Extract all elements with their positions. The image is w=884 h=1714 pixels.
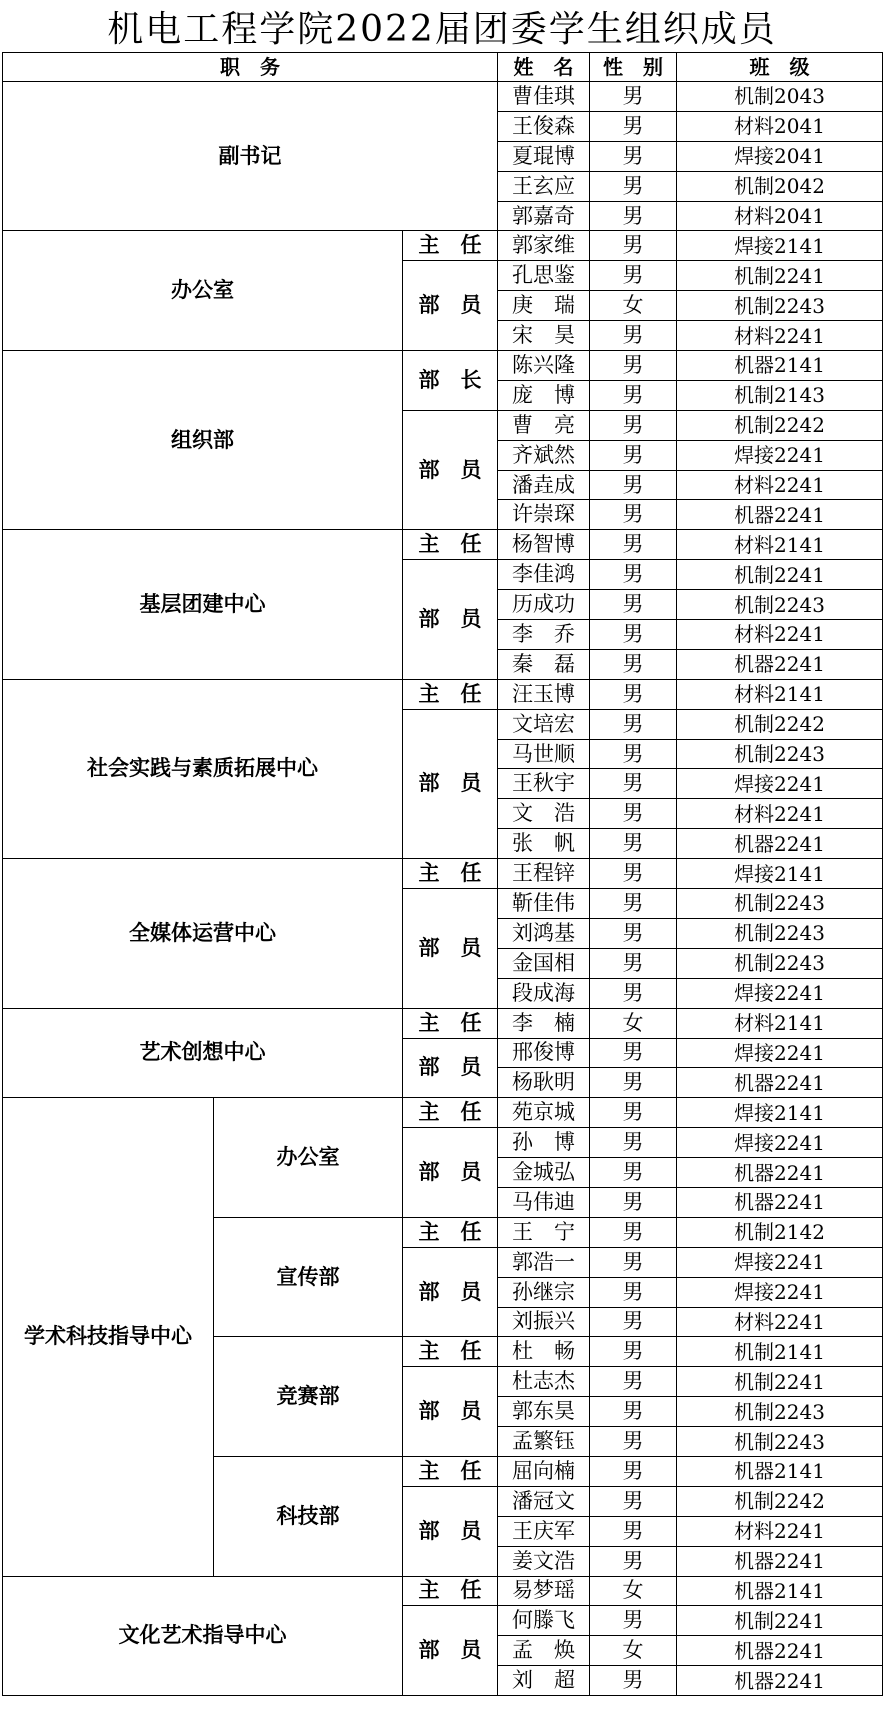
- member-gender: 男: [590, 679, 677, 709]
- member-gender: 男: [590, 1427, 677, 1457]
- member-gender: 男: [590, 410, 677, 440]
- member-gender: 男: [590, 1038, 677, 1068]
- member-gender: 男: [590, 590, 677, 620]
- member-name: 夏琨博: [498, 141, 590, 171]
- member-class: 机制2142: [677, 1217, 883, 1247]
- member-name: 潘冠文: [498, 1486, 590, 1516]
- role-label: 主 任: [403, 1337, 498, 1367]
- member-gender: 男: [590, 1397, 677, 1427]
- table-row: [3, 679, 883, 709]
- member-name: 郭东昊: [498, 1397, 590, 1427]
- member-gender: 男: [590, 440, 677, 470]
- member-gender: 男: [590, 500, 677, 530]
- member-name: 金城弘: [498, 1158, 590, 1188]
- member-gender: 男: [590, 111, 677, 141]
- member-gender: 男: [590, 1486, 677, 1516]
- role-label: 主 任: [403, 1456, 498, 1486]
- member-name: 孙继宗: [498, 1277, 590, 1307]
- member-gender: 男: [590, 1456, 677, 1486]
- member-name: 郭家维: [498, 231, 590, 261]
- role-label: 部 员: [403, 410, 498, 530]
- member-gender: 男: [590, 1217, 677, 1247]
- member-gender: 男: [590, 859, 677, 889]
- member-class: 材料2041: [677, 111, 883, 141]
- member-gender: 女: [590, 1008, 677, 1038]
- member-class: 机器2241: [677, 649, 883, 679]
- member-name: 杜志杰: [498, 1367, 590, 1397]
- member-class: 焊接2141: [677, 859, 883, 889]
- subdepartment-name: 办公室: [214, 1098, 403, 1218]
- member-name: 汪玉博: [498, 679, 590, 709]
- role-label: 主 任: [403, 231, 498, 261]
- member-name: 许崇琛: [498, 500, 590, 530]
- department-name: 基层团建中心: [3, 530, 403, 679]
- member-name: 孟 焕: [498, 1636, 590, 1666]
- subdepartment-name: 科技部: [214, 1456, 403, 1576]
- member-name: 孟繁钰: [498, 1427, 590, 1457]
- member-class: 机器2241: [677, 1546, 883, 1576]
- role-label: 部 员: [403, 1128, 498, 1218]
- member-name: 杨耿明: [498, 1068, 590, 1098]
- member-gender: 男: [590, 1068, 677, 1098]
- member-gender: 男: [590, 380, 677, 410]
- member-gender: 女: [590, 291, 677, 321]
- member-class: 材料2241: [677, 1307, 883, 1337]
- member-gender: 男: [590, 261, 677, 291]
- member-class: 焊接2241: [677, 1247, 883, 1277]
- member-class: 机制2143: [677, 380, 883, 410]
- table-row: [3, 351, 883, 381]
- member-class: 机制2243: [677, 739, 883, 769]
- member-gender: 女: [590, 1636, 677, 1666]
- member-class: 机制2243: [677, 291, 883, 321]
- role-label: 主 任: [403, 1008, 498, 1038]
- member-name: 李 楠: [498, 1008, 590, 1038]
- member-gender: 男: [590, 948, 677, 978]
- member-class: 机制2243: [677, 1397, 883, 1427]
- role-label: 主 任: [403, 679, 498, 709]
- roster-table: [2, 52, 883, 1696]
- department-name: 组织部: [3, 351, 403, 530]
- member-gender: 男: [590, 1666, 677, 1696]
- member-name: 何滕飞: [498, 1606, 590, 1636]
- member-name: 李 乔: [498, 620, 590, 650]
- member-gender: 男: [590, 231, 677, 261]
- member-name: 郭嘉奇: [498, 201, 590, 231]
- department-name: 文化艺术指导中心: [3, 1576, 403, 1696]
- member-class: 焊接2141: [677, 231, 883, 261]
- member-class: 机制2043: [677, 82, 883, 112]
- member-class: 机制2243: [677, 948, 883, 978]
- member-name: 文 浩: [498, 799, 590, 829]
- member-gender: 男: [590, 1098, 677, 1128]
- member-class: 机器2241: [677, 1666, 883, 1696]
- role-label: 主 任: [403, 1576, 498, 1606]
- member-class: 机器2141: [677, 351, 883, 381]
- member-name: 庞 博: [498, 380, 590, 410]
- member-name: 曹佳琪: [498, 82, 590, 112]
- member-class: 机器2241: [677, 1158, 883, 1188]
- role-label: 部 员: [403, 1486, 498, 1576]
- member-gender: 男: [590, 649, 677, 679]
- role-label: 部 员: [403, 560, 498, 680]
- role-label: 部 员: [403, 1367, 498, 1457]
- member-gender: 男: [590, 1337, 677, 1367]
- member-class: 机制2242: [677, 410, 883, 440]
- member-class: 机制2241: [677, 261, 883, 291]
- member-name: 刘鸿基: [498, 918, 590, 948]
- department-name: 副书记: [3, 82, 498, 231]
- member-gender: 男: [590, 1367, 677, 1397]
- table-row: [3, 530, 883, 560]
- member-gender: 男: [590, 918, 677, 948]
- member-class: 机器2241: [677, 1187, 883, 1217]
- member-name: 王庆军: [498, 1516, 590, 1546]
- member-gender: 男: [590, 709, 677, 739]
- member-class: 焊接2241: [677, 978, 883, 1008]
- member-name: 庚 瑞: [498, 291, 590, 321]
- member-name: 马伟迪: [498, 1187, 590, 1217]
- table-row: [3, 1576, 883, 1606]
- member-gender: 男: [590, 1606, 677, 1636]
- member-gender: 女: [590, 1576, 677, 1606]
- member-name: 潘垚成: [498, 470, 590, 500]
- member-gender: 男: [590, 1187, 677, 1217]
- header-position: 职 务: [3, 53, 498, 82]
- member-name: 苑京城: [498, 1098, 590, 1128]
- role-label: 部 长: [403, 351, 498, 411]
- department-name: 学术科技指导中心: [3, 1098, 214, 1576]
- member-class: 焊接2241: [677, 1128, 883, 1158]
- member-name: 孙 博: [498, 1128, 590, 1158]
- member-gender: 男: [590, 739, 677, 769]
- table-row: [3, 1008, 883, 1038]
- role-label: 部 员: [403, 889, 498, 1009]
- member-name: 张 帆: [498, 829, 590, 859]
- department-name: 全媒体运营中心: [3, 859, 403, 1008]
- member-class: 材料2141: [677, 530, 883, 560]
- member-gender: 男: [590, 351, 677, 381]
- member-class: 机器2241: [677, 1636, 883, 1666]
- page-title: 机电工程学院2022届团委学生组织成员: [107, 8, 777, 50]
- role-label: 部 员: [403, 1038, 498, 1098]
- table-row: [3, 82, 883, 112]
- member-name: 刘振兴: [498, 1307, 590, 1337]
- subdepartment-name: 竞赛部: [214, 1337, 403, 1457]
- member-class: 机制2242: [677, 709, 883, 739]
- member-name: 宋 昊: [498, 321, 590, 351]
- member-class: 机制2243: [677, 1427, 883, 1457]
- member-name: 曹 亮: [498, 410, 590, 440]
- member-name: 王玄应: [498, 171, 590, 201]
- header-gender: 性 别: [590, 53, 677, 82]
- role-label: 主 任: [403, 1217, 498, 1247]
- role-label: 主 任: [403, 530, 498, 560]
- member-class: 材料2241: [677, 1516, 883, 1546]
- table-row: [3, 231, 883, 261]
- member-name: 文培宏: [498, 709, 590, 739]
- member-name: 李佳鸿: [498, 560, 590, 590]
- member-class: 材料2141: [677, 1008, 883, 1038]
- member-class: 机制2241: [677, 560, 883, 590]
- member-class: 焊接2241: [677, 1038, 883, 1068]
- member-name: 王俊森: [498, 111, 590, 141]
- member-name: 姜文浩: [498, 1546, 590, 1576]
- member-gender: 男: [590, 201, 677, 231]
- member-gender: 男: [590, 560, 677, 590]
- role-label: 部 员: [403, 709, 498, 858]
- member-name: 陈兴隆: [498, 351, 590, 381]
- member-gender: 男: [590, 829, 677, 859]
- department-name: 艺术创想中心: [3, 1008, 403, 1098]
- member-name: 刘 超: [498, 1666, 590, 1696]
- member-class: 焊接2241: [677, 769, 883, 799]
- member-name: 杨智博: [498, 530, 590, 560]
- subdepartment-name: 宣传部: [214, 1217, 403, 1337]
- member-class: 机器2241: [677, 500, 883, 530]
- member-class: 焊接2041: [677, 141, 883, 171]
- member-class: 焊接2141: [677, 1098, 883, 1128]
- member-class: 材料2241: [677, 321, 883, 351]
- member-class: 材料2241: [677, 470, 883, 500]
- member-gender: 男: [590, 978, 677, 1008]
- member-gender: 男: [590, 470, 677, 500]
- member-class: 材料2241: [677, 799, 883, 829]
- header-name: 姓 名: [498, 53, 590, 82]
- table-row: [3, 859, 883, 889]
- member-class: 机制2241: [677, 1367, 883, 1397]
- member-class: 机制2243: [677, 889, 883, 919]
- member-gender: 男: [590, 889, 677, 919]
- department-name: 社会实践与素质拓展中心: [3, 679, 403, 858]
- member-gender: 男: [590, 171, 677, 201]
- member-class: 机器2241: [677, 829, 883, 859]
- member-name: 邢俊博: [498, 1038, 590, 1068]
- member-name: 王程锌: [498, 859, 590, 889]
- header-row: [3, 53, 883, 82]
- member-gender: 男: [590, 1158, 677, 1188]
- member-class: 机制2241: [677, 1606, 883, 1636]
- member-gender: 男: [590, 1546, 677, 1576]
- member-name: 郭浩一: [498, 1247, 590, 1277]
- header-class: 班 级: [677, 53, 883, 82]
- member-class: 焊接2241: [677, 1277, 883, 1307]
- member-gender: 男: [590, 799, 677, 829]
- member-gender: 男: [590, 769, 677, 799]
- member-name: 王 宁: [498, 1217, 590, 1247]
- member-gender: 男: [590, 321, 677, 351]
- department-name: 办公室: [3, 231, 403, 351]
- member-name: 孔思鉴: [498, 261, 590, 291]
- role-label: 主 任: [403, 859, 498, 889]
- member-name: 马世顺: [498, 739, 590, 769]
- member-class: 机制2243: [677, 918, 883, 948]
- role-label: 部 员: [403, 261, 498, 351]
- member-name: 杜 畅: [498, 1337, 590, 1367]
- role-label: 主 任: [403, 1098, 498, 1128]
- member-name: 金国相: [498, 948, 590, 978]
- member-class: 材料2041: [677, 201, 883, 231]
- member-class: 机制2141: [677, 1337, 883, 1367]
- member-name: 易梦瑶: [498, 1576, 590, 1606]
- member-name: 王秋宇: [498, 769, 590, 799]
- member-gender: 男: [590, 141, 677, 171]
- member-gender: 男: [590, 1307, 677, 1337]
- member-class: 机制2042: [677, 171, 883, 201]
- member-class: 机器2241: [677, 1068, 883, 1098]
- member-class: 材料2141: [677, 679, 883, 709]
- member-class: 机制2242: [677, 1486, 883, 1516]
- role-label: 部 员: [403, 1247, 498, 1337]
- member-class: 机器2141: [677, 1576, 883, 1606]
- member-class: 机制2243: [677, 590, 883, 620]
- member-class: 焊接2241: [677, 440, 883, 470]
- member-name: 历成功: [498, 590, 590, 620]
- member-gender: 男: [590, 620, 677, 650]
- member-name: 齐斌然: [498, 440, 590, 470]
- member-class: 机器2141: [677, 1456, 883, 1486]
- member-gender: 男: [590, 1516, 677, 1546]
- member-gender: 男: [590, 82, 677, 112]
- role-label: 部 员: [403, 1606, 498, 1696]
- member-gender: 男: [590, 530, 677, 560]
- table-row: [3, 1098, 883, 1128]
- member-name: 段成海: [498, 978, 590, 1008]
- member-name: 屈向楠: [498, 1456, 590, 1486]
- member-gender: 男: [590, 1247, 677, 1277]
- member-gender: 男: [590, 1277, 677, 1307]
- member-class: 材料2241: [677, 620, 883, 650]
- member-name: 靳佳伟: [498, 889, 590, 919]
- member-name: 秦 磊: [498, 649, 590, 679]
- member-gender: 男: [590, 1128, 677, 1158]
